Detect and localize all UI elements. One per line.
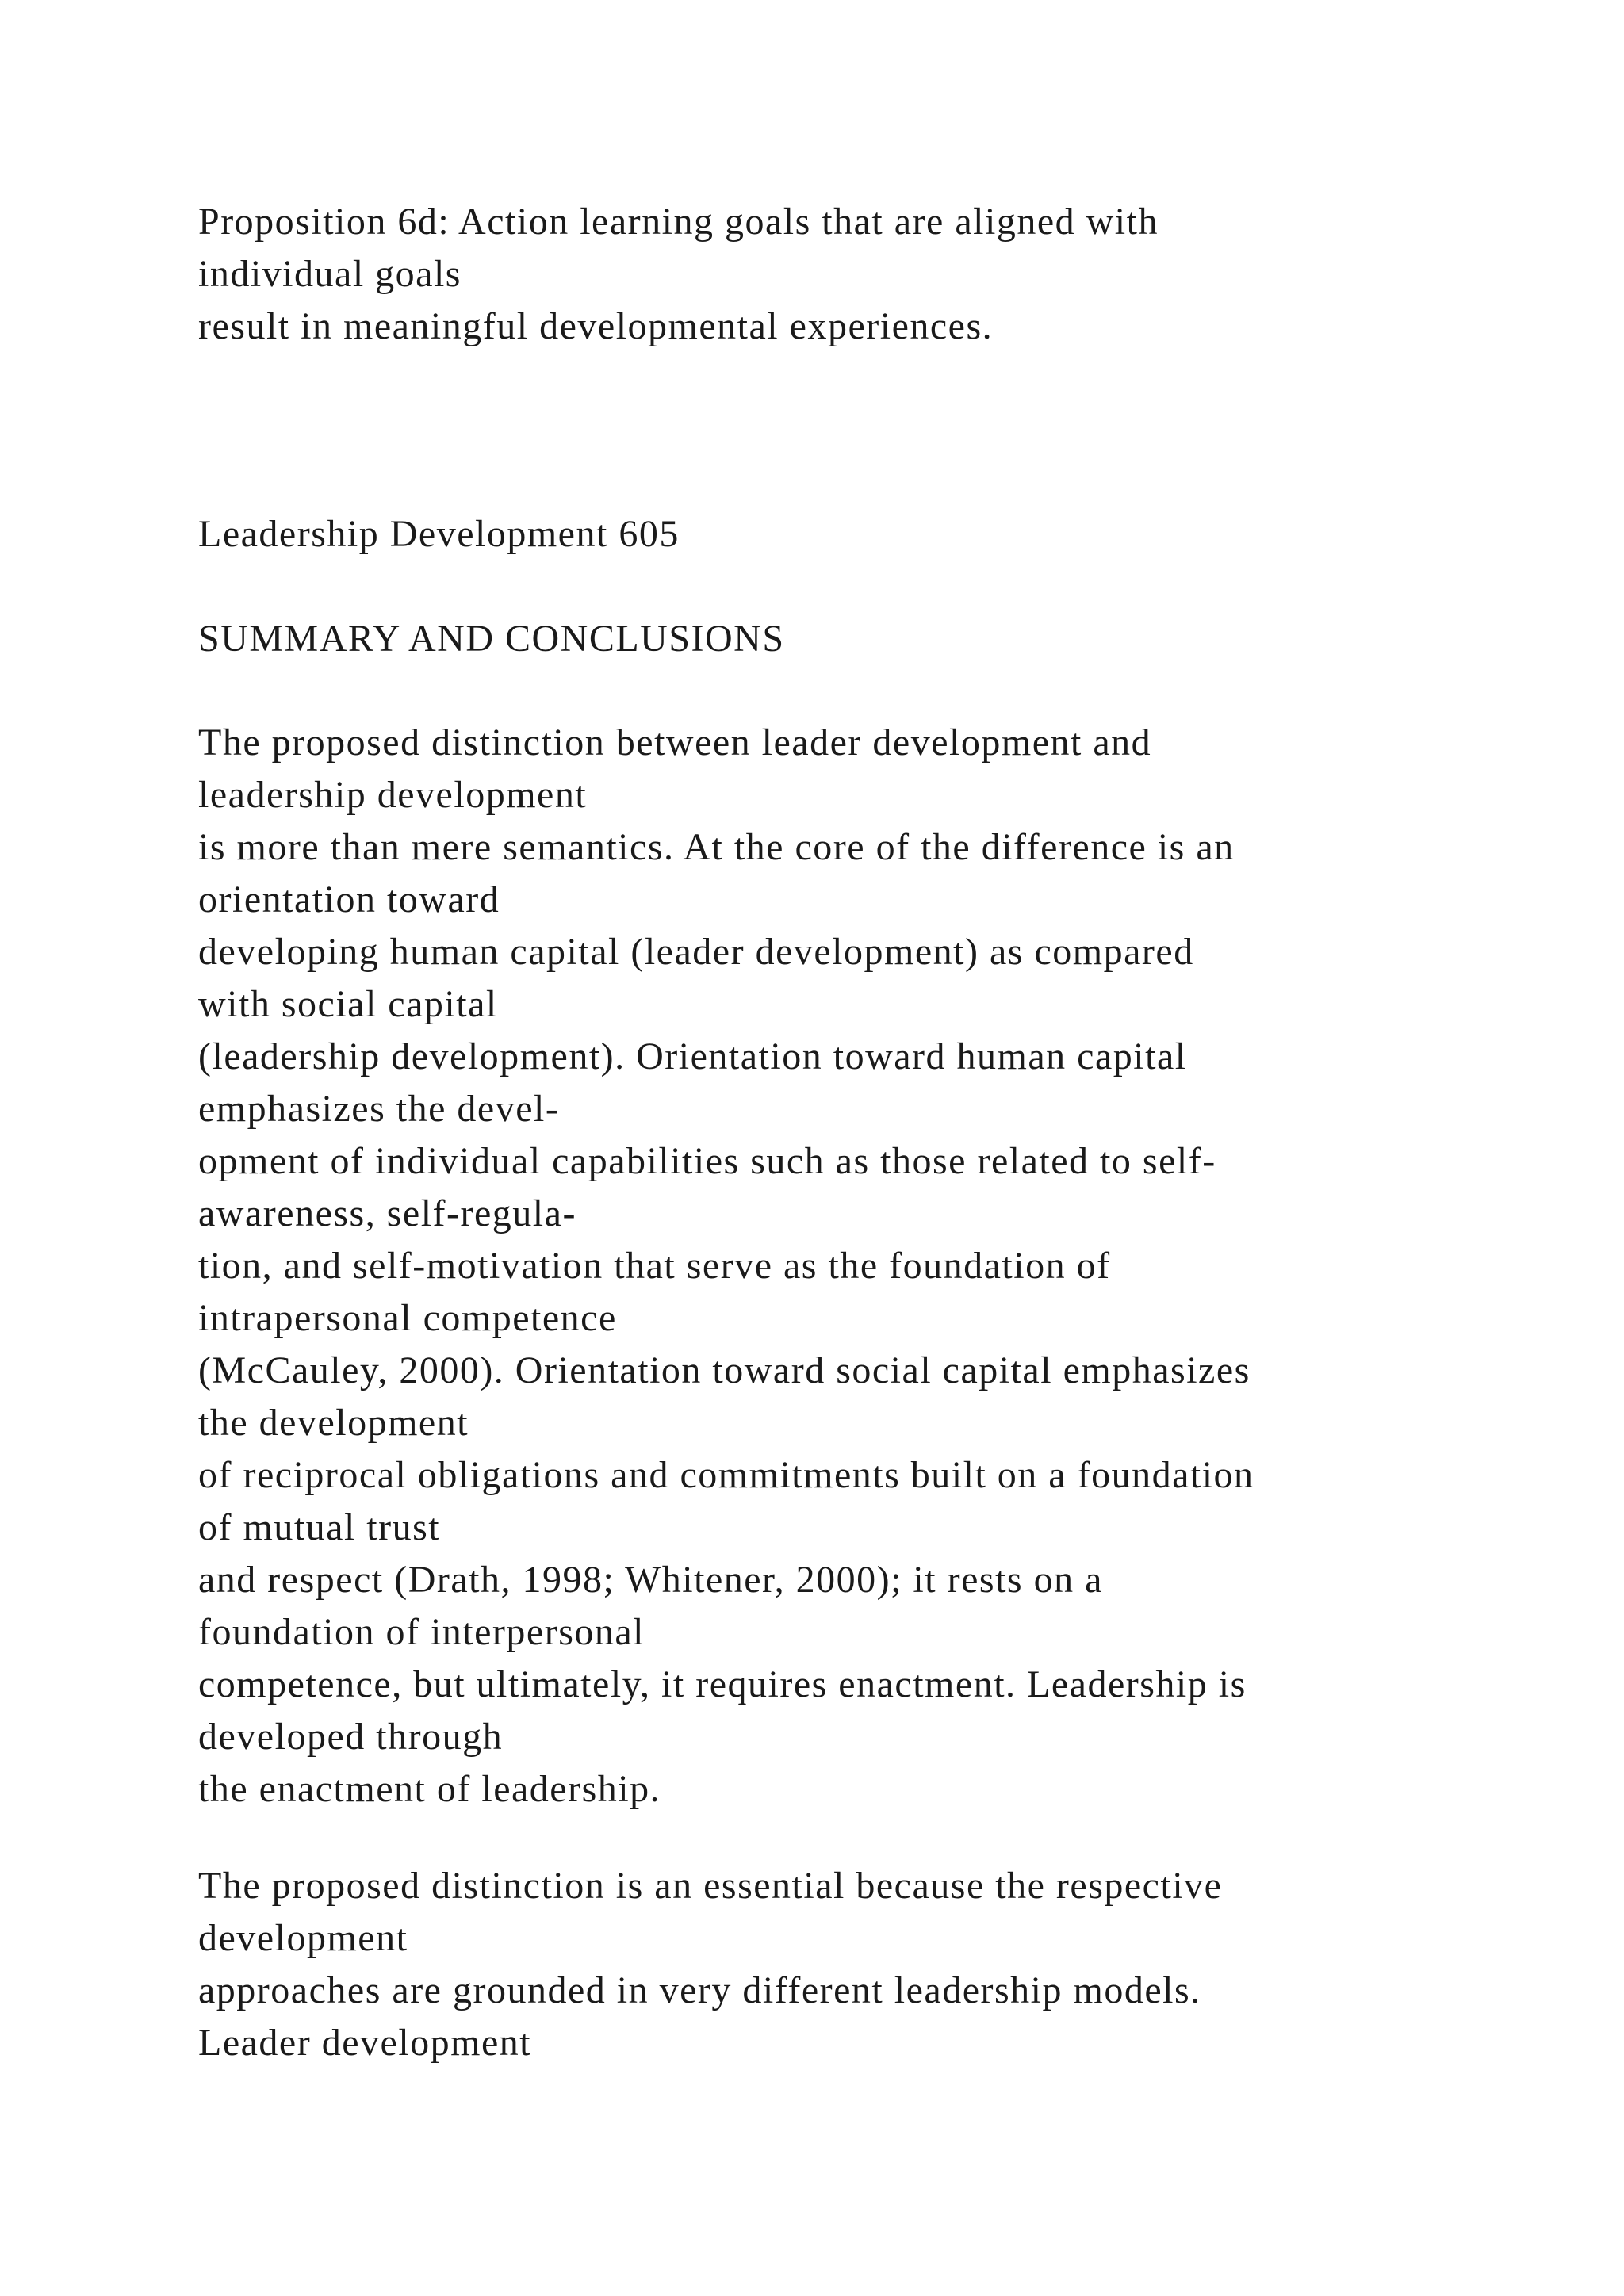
text-line: individual goals [198, 253, 462, 295]
text-line: The proposed distinction is an essential because the respective [198, 1865, 1223, 1907]
running-header-text: Leadership Development 605 [198, 513, 680, 555]
text-line: approaches are grounded in very different leadership models. [198, 1969, 1201, 2011]
text-line: of mutual trust [198, 1506, 441, 1548]
paragraph-2 [198, 1860, 1546, 2069]
text-line: with social capital [198, 983, 498, 1025]
section-heading [198, 613, 1546, 665]
text-line: (McCauley, 2000). Orientation toward social capital emphasizes [198, 1349, 1251, 1391]
text-line: the enactment of leadership. [198, 1768, 661, 1810]
text-line: (leadership development). Orientation toward human capital [198, 1035, 1187, 1077]
paragraph-1 [198, 717, 1546, 1816]
text-line: orientation toward [198, 878, 500, 920]
text-line: Leader development [198, 2022, 532, 2064]
text-line: developed through [198, 1716, 504, 1758]
text-line: the development [198, 1402, 469, 1444]
running-header [198, 508, 1546, 561]
text-line: development [198, 1917, 408, 1959]
text-line: foundation of interpersonal [198, 1611, 645, 1653]
text-line: intrapersonal competence [198, 1297, 617, 1339]
text-line: The proposed distinction between leader development and [198, 721, 1152, 763]
text-line: opment of individual capabilities such as those related to self- [198, 1140, 1216, 1182]
text-line: leadership development [198, 774, 588, 816]
text-line: of reciprocal obligations and commitments built on a foundation [198, 1454, 1254, 1496]
text-line: tion, and self-motivation that serve as the foundation of [198, 1245, 1111, 1287]
proposition-block [198, 196, 1546, 353]
text-line: Proposition 6d: Action learning goals that are aligned with [198, 201, 1159, 243]
text-line: is more than mere semantics. At the core of the difference is an [198, 826, 1235, 868]
text-line: result in meaningful developmental experiences. [198, 305, 994, 347]
text-line: developing human capital (leader development) as compared [198, 931, 1194, 973]
text-line: awareness, self-regula- [198, 1192, 576, 1234]
text-line: emphasizes the devel- [198, 1088, 560, 1130]
text-line: competence, but ultimately, it requires enactment. Leadership is [198, 1663, 1247, 1705]
text-line: and respect (Drath, 1998; Whitener, 2000); it rests on a [198, 1559, 1103, 1601]
section-heading-text: SUMMARY AND CONCLUSIONS [198, 618, 785, 660]
